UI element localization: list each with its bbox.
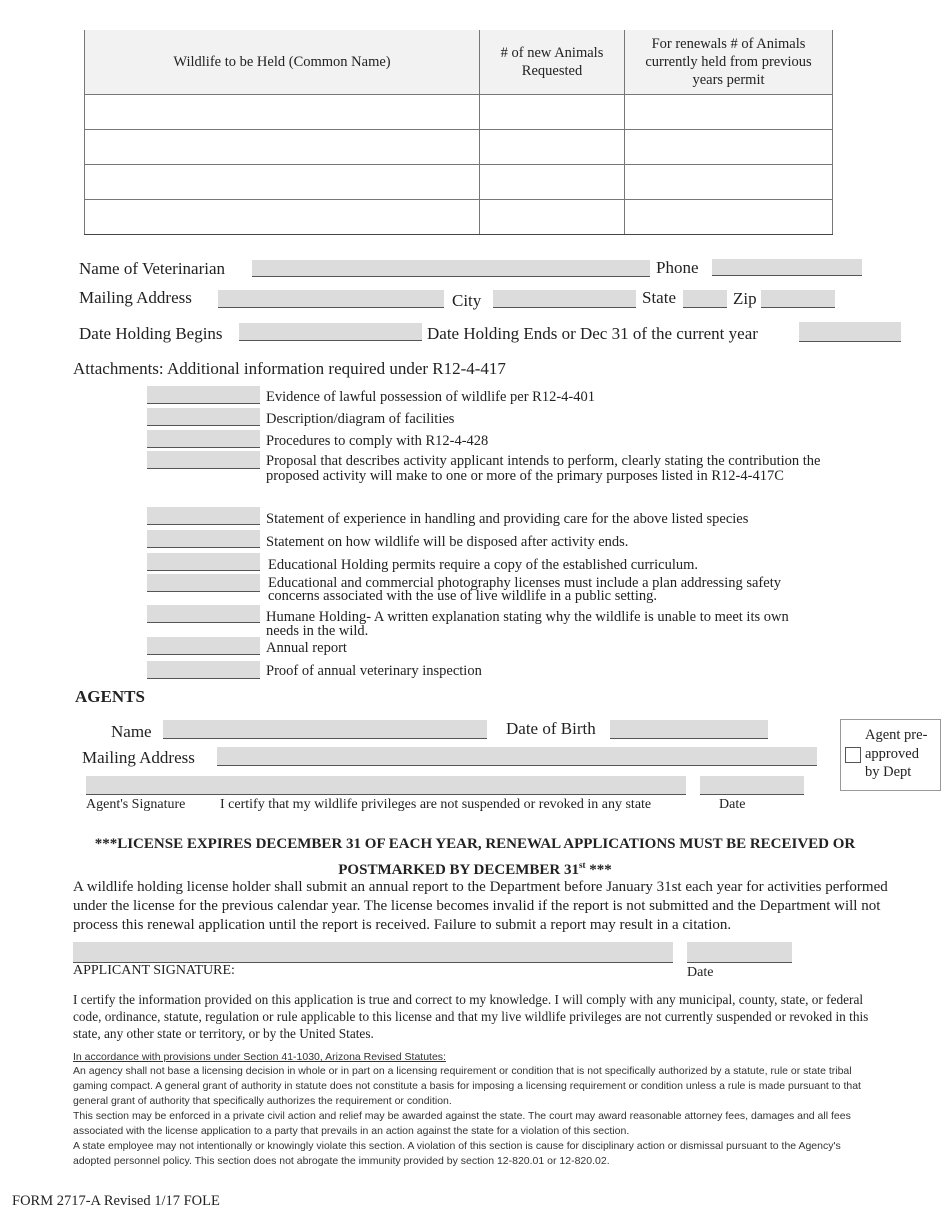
agent-dob-field[interactable]: [610, 720, 768, 739]
table-cell[interactable]: [480, 130, 625, 165]
legal-paragraph-3: A state employee may not intentionally or knowingly violate this section. A violation of this section is cause for disciplinary action or dismissal pursuant to the Agency's adopted personnel policy. This section does not abrogate the immunity provided by section 12-820.01 or 12-820.02.: [73, 1140, 841, 1167]
date-holding-begins-label: Date Holding Begins: [79, 324, 223, 343]
table-cell[interactable]: [85, 200, 480, 235]
agent-signature-field[interactable]: [86, 776, 686, 795]
agent-date-field[interactable]: [700, 776, 804, 795]
legal-heading: In accordance with provisions under Section 41-1030, Arizona Revised Statutes:: [73, 1051, 446, 1063]
column-header-new-animals: # of new Animals Requested: [480, 30, 625, 95]
attachment-item: Statement on how wildlife will be disposed after activity ends.: [266, 534, 629, 550]
form-footer: FORM 2717-A Revised 1/17 FOLE: [12, 1193, 220, 1209]
applicant-certify-paragraph: I certify the information provided on this application is true and correct to my knowledge. I will comply with any municipal, county, state, or federal code, ordinance, statute, regulation or rule applicable to this license and that my live wildlife privileges are not currently suspended or revoked in this state, any other state or territory, or by the United States.: [73, 992, 869, 1041]
table-cell[interactable]: [85, 165, 480, 200]
city-label: City: [452, 291, 482, 310]
table-cell[interactable]: [625, 165, 833, 200]
wildlife-table: [84, 30, 833, 235]
license-notice-line2-suffix: ***: [585, 862, 612, 878]
table-header-row: [85, 30, 833, 95]
agent-name-label: Name: [111, 722, 152, 741]
column-header-wildlife: Wildlife to be Held (Common Name): [85, 30, 480, 95]
license-notice-sup: st: [578, 860, 586, 870]
attachment-item: Proof of annual veterinary inspection: [266, 663, 482, 679]
attachment-checkbox-field[interactable]: [147, 530, 260, 548]
vet-mailing-address-field[interactable]: [218, 290, 444, 308]
table-cell[interactable]: [625, 95, 833, 130]
attachment-item: Evidence of lawful possession of wildlife per R12-4-401: [266, 389, 595, 405]
date-holding-ends-field[interactable]: [799, 322, 901, 342]
attachment-checkbox-field[interactable]: [147, 661, 260, 679]
license-notice-line1: ***LICENSE EXPIRES DECEMBER 31 OF EACH YEAR, RENEWAL APPLICATIONS MUST BE RECEIVED OR: [94, 836, 856, 852]
table-cell[interactable]: [625, 130, 833, 165]
agent-preapproved-box: [840, 719, 941, 791]
attachment-checkbox-field[interactable]: [147, 605, 260, 623]
date-holding-ends-label: Date Holding Ends or Dec 31 of the current year: [427, 324, 758, 343]
license-expiry-notice: [60, 834, 890, 881]
agent-preapproved-label: Agent pre-approved by Dept: [865, 727, 928, 780]
table-row: [85, 165, 833, 200]
attachment-item: Description/diagram of facilities: [266, 411, 455, 427]
table-cell[interactable]: [625, 200, 833, 235]
column-header-renewals: For renewals # of Animals currently held from previous years permit: [625, 30, 833, 95]
attachment-checkbox-field[interactable]: [147, 507, 260, 525]
agent-mailing-address-label: Mailing Address: [82, 748, 195, 767]
table-cell[interactable]: [85, 95, 480, 130]
applicant-date-field[interactable]: [687, 942, 792, 963]
applicant-signature-field[interactable]: [73, 942, 673, 963]
table-cell[interactable]: [85, 130, 480, 165]
state-label: State: [642, 288, 676, 307]
veterinarian-name-label: Name of Veterinarian: [79, 259, 226, 278]
license-notice-line2-text: POSTMARKED BY DECEMBER 31: [338, 862, 579, 878]
agent-name-field[interactable]: [163, 720, 487, 739]
table-cell[interactable]: [480, 200, 625, 235]
attachment-checkbox-field[interactable]: [147, 430, 260, 448]
legal-paragraph-2: This section may be enforced in a private civil action and relief may be awarded against the state. The court may award reasonable attorney fees, damages and all fees associated with the license application to a party that prevails in an action against the state for a violation of this section.: [73, 1110, 851, 1137]
attachment-item: Procedures to comply with R12-4-428: [266, 433, 489, 449]
agent-preapproved-checkbox[interactable]: [845, 747, 861, 763]
agent-signature-label: Agent's Signature: [86, 797, 186, 812]
attachment-item: Proposal that describes activity applicant intends to perform, clearly stating the contribution the proposed activity will make to one or more of the primary purposes listed in R12-4-417C: [266, 453, 821, 484]
vet-mailing-address-label: Mailing Address: [79, 288, 192, 307]
attachment-item: Annual report: [266, 640, 347, 656]
attachment-checkbox-field[interactable]: [147, 408, 260, 426]
agent-certify-text: I certify that my wildlife privileges are not suspended or revoked in any state: [220, 797, 652, 812]
table-row: [85, 200, 833, 235]
zip-label: Zip: [733, 289, 757, 308]
zip-field[interactable]: [761, 290, 835, 308]
attachment-checkbox-field[interactable]: [147, 386, 260, 404]
legal-paragraph-1: An agency shall not base a licensing decision in whole or in part on a licensing requirement or condition that is not specifically authorized by a statute, rule or state tribal gaming compact. A general grant of authority in statute does not constitute a basis for imposing a licensing requirement or condition unless a rule is made pursuant to that general grant of authority that specifically authorizes the requirement or condition.: [73, 1065, 861, 1107]
table-row: [85, 95, 833, 130]
annual-report-paragraph: A wildlife holding license holder shall submit an annual report to the Department before January 31st each year for activities performed under the license for the previous calendar year. The license becomes invalid if the report is not submitted and the Department will not process this renewal application until the report is received. Failure to submit a report may result in a citation.: [73, 879, 888, 933]
attachments-heading: Attachments: Additional information required under R12-4-417: [73, 359, 506, 378]
veterinarian-name-field[interactable]: [252, 260, 650, 277]
state-field[interactable]: [683, 290, 727, 308]
attachment-item: Educational and commercial photography licenses must include a plan addressing safety concerns associated with the use of live wildlife in a public setting.: [268, 575, 781, 604]
applicant-date-label: Date: [687, 965, 714, 980]
agent-date-label: Date: [719, 797, 746, 812]
attachment-item: Statement of experience in handling and providing care for the above listed species: [266, 511, 749, 527]
attachment-checkbox-field[interactable]: [147, 574, 260, 592]
agents-heading: AGENTS: [75, 687, 145, 706]
attachment-checkbox-field[interactable]: [147, 553, 260, 571]
table-cell[interactable]: [480, 165, 625, 200]
date-holding-begins-field[interactable]: [239, 323, 422, 341]
phone-label: Phone: [656, 258, 699, 277]
applicant-signature-label: APPLICANT SIGNATURE:: [73, 963, 235, 978]
table-cell[interactable]: [480, 95, 625, 130]
table-row: [85, 130, 833, 165]
agent-mailing-address-field[interactable]: [217, 747, 817, 766]
attachment-checkbox-field[interactable]: [147, 451, 260, 469]
attachment-checkbox-field[interactable]: [147, 637, 260, 655]
agent-dob-label: Date of Birth: [506, 719, 596, 738]
phone-field[interactable]: [712, 259, 862, 276]
attachment-item: Humane Holding- A written explanation stating why the wildlife is unable to meet its own needs in the wild.: [266, 609, 789, 639]
city-field[interactable]: [493, 290, 636, 308]
attachment-item: Educational Holding permits require a copy of the established curriculum.: [268, 557, 699, 573]
